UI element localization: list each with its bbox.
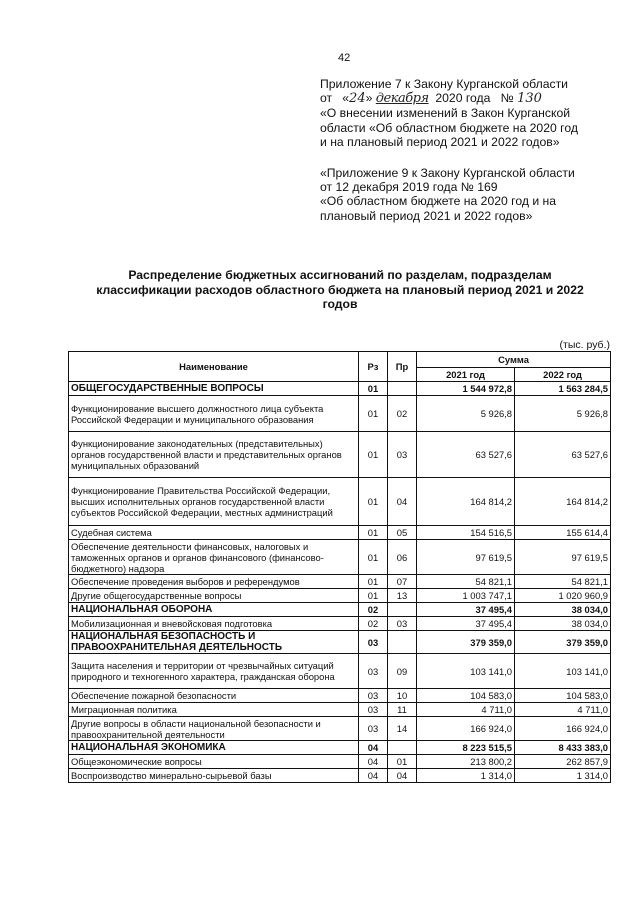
row-pr bbox=[388, 603, 417, 617]
row-pr bbox=[388, 631, 417, 654]
row-sum-2021: 1 003 747,1 bbox=[417, 589, 515, 603]
row-sum-2021: 1 544 972,8 bbox=[417, 382, 515, 396]
number-sign: № bbox=[500, 91, 514, 106]
row-sum-2022: 54 821,1 bbox=[515, 575, 611, 589]
row-sum-2021: 154 516,5 bbox=[417, 526, 515, 540]
handwritten-day: 24 bbox=[349, 91, 366, 107]
table-row bbox=[69, 703, 611, 717]
row-sum-2022: 164 814,2 bbox=[515, 478, 611, 526]
row-pr: 04 bbox=[388, 769, 417, 783]
title-line-2: классификации расходов областного бюджета на плановый период 2021 и 2022 bbox=[96, 282, 584, 297]
row-pr: 03 bbox=[388, 617, 417, 631]
appendix-line-4: области «Об областном бюджете на 2020 год bbox=[320, 120, 578, 135]
year-text: 2020 года bbox=[435, 91, 491, 106]
row-sum-2022: 63 527,6 bbox=[515, 432, 611, 478]
row-rz: 04 bbox=[359, 741, 388, 755]
row-name: Мобилизационная и вневойсковая подготовка bbox=[69, 617, 359, 631]
row-sum-2021: 103 141,0 bbox=[417, 654, 515, 689]
original-appendix-line-4: плановый период 2021 и 2022 годов» bbox=[320, 208, 533, 223]
table-row bbox=[69, 526, 611, 540]
row-sum-2022: 166 924,0 bbox=[515, 717, 611, 741]
row-name: Миграционная политика bbox=[69, 703, 359, 717]
row-name: НАЦИОНАЛЬНАЯ ЭКОНОМИКА bbox=[69, 741, 359, 755]
title-line-1: Распределение бюджетных ассигнований по разделам, подразделам bbox=[128, 268, 552, 282]
row-name: ОБЩЕГОСУДАРСТВЕННЫЕ ВОПРОСЫ bbox=[69, 382, 359, 396]
row-pr: 01 bbox=[388, 755, 417, 769]
table-row bbox=[69, 769, 611, 783]
row-sum-2022: 262 857,9 bbox=[515, 755, 611, 769]
table-row bbox=[69, 478, 611, 526]
original-appendix-date: от 12 декабря 2019 года № 169 bbox=[320, 180, 498, 195]
from-label: от bbox=[320, 91, 333, 106]
row-name: Функционирование Правительства Российской Федерации, высших исполнительных органов государственной власти субъектов Российской Федерации, местных администраций bbox=[69, 478, 359, 526]
table-row bbox=[69, 631, 611, 654]
row-rz: 01 bbox=[359, 540, 388, 575]
row-rz: 03 bbox=[359, 703, 388, 717]
handwritten-month: декабря bbox=[375, 91, 429, 107]
row-sum-2022: 8 433 383,0 bbox=[515, 741, 611, 755]
row-name: НАЦИОНАЛЬНАЯ ОБОРОНА bbox=[69, 603, 359, 617]
row-sum-2021: 37 495,4 bbox=[417, 603, 515, 617]
appendix-title: Приложение 7 к Закону Курганской области bbox=[320, 77, 568, 91]
row-sum-2021: 37 495,4 bbox=[417, 617, 515, 631]
row-pr: 05 bbox=[388, 526, 417, 540]
row-name: Обеспечение деятельности финансовых, налоговых и таможенных органов и органов финансового (финансово-бюджетного) надзора bbox=[69, 540, 359, 575]
row-rz: 03 bbox=[359, 654, 388, 689]
units-label: (тыс. руб.) bbox=[559, 339, 610, 351]
appendix-current-header bbox=[320, 77, 578, 149]
header-2022: 2022 год bbox=[515, 368, 611, 382]
row-pr bbox=[388, 741, 417, 755]
table-row bbox=[69, 689, 611, 703]
row-rz: 03 bbox=[359, 689, 388, 703]
row-name: Другие общегосударственные вопросы bbox=[69, 589, 359, 603]
table-row bbox=[69, 540, 611, 575]
row-sum-2021: 54 821,1 bbox=[417, 575, 515, 589]
table-row bbox=[69, 382, 611, 396]
handwritten-number: 130 bbox=[517, 91, 542, 107]
table-row bbox=[69, 575, 611, 589]
title-line-3: годов bbox=[322, 297, 358, 311]
row-rz: 02 bbox=[359, 617, 388, 631]
row-sum-2022: 103 141,0 bbox=[515, 654, 611, 689]
row-name: Общеэкономические вопросы bbox=[69, 755, 359, 769]
row-pr bbox=[388, 382, 417, 396]
row-sum-2022: 155 614,4 bbox=[515, 526, 611, 540]
row-sum-2021: 4 711,0 bbox=[417, 703, 515, 717]
row-pr: 10 bbox=[388, 689, 417, 703]
table-row bbox=[69, 741, 611, 755]
row-sum-2021: 213 800,2 bbox=[417, 755, 515, 769]
row-rz: 01 bbox=[359, 526, 388, 540]
page-number: 42 bbox=[338, 52, 351, 64]
row-pr: 11 bbox=[388, 703, 417, 717]
row-rz: 01 bbox=[359, 478, 388, 526]
row-name: Функционирование высшего должностного лица субъекта Российской Федерации и муниципального образования bbox=[69, 396, 359, 432]
original-appendix-line-3: «Об областном бюджете на 2020 год и на bbox=[320, 194, 557, 209]
row-sum-2021: 8 223 515,5 bbox=[417, 741, 515, 755]
header-sum: Сумма bbox=[417, 352, 611, 368]
table-row bbox=[69, 654, 611, 689]
row-rz: 01 bbox=[359, 589, 388, 603]
row-sum-2022: 104 583,0 bbox=[515, 689, 611, 703]
table-row bbox=[69, 603, 611, 617]
row-sum-2021: 1 314,0 bbox=[417, 769, 515, 783]
row-pr: 02 bbox=[388, 396, 417, 432]
row-sum-2022: 4 711,0 bbox=[515, 703, 611, 717]
row-sum-2022: 5 926,8 bbox=[515, 396, 611, 432]
header-name: Наименование bbox=[69, 352, 359, 382]
row-name: Защита населения и территории от чрезвычайных ситуаций природного и техногенного характера, гражданская оборона bbox=[69, 654, 359, 689]
row-name: Судебная система bbox=[69, 526, 359, 540]
row-name: Обеспечение пожарной безопасности bbox=[69, 689, 359, 703]
budget-table bbox=[68, 351, 611, 783]
row-pr: 14 bbox=[388, 717, 417, 741]
row-rz: 03 bbox=[359, 717, 388, 741]
row-sum-2022: 379 359,0 bbox=[515, 631, 611, 654]
row-sum-2022: 1 020 960,9 bbox=[515, 589, 611, 603]
table-row bbox=[69, 432, 611, 478]
row-rz: 04 bbox=[359, 769, 388, 783]
row-name: Обеспечение проведения выборов и референдумов bbox=[69, 575, 359, 589]
row-rz: 01 bbox=[359, 396, 388, 432]
header-rz: Рз bbox=[359, 352, 388, 382]
row-sum-2021: 164 814,2 bbox=[417, 478, 515, 526]
row-pr: 03 bbox=[388, 432, 417, 478]
row-sum-2021: 104 583,0 bbox=[417, 689, 515, 703]
table-row bbox=[69, 617, 611, 631]
table-row bbox=[69, 717, 611, 741]
quote-close: » bbox=[365, 91, 373, 106]
row-rz: 01 bbox=[359, 432, 388, 478]
appendix-date-line bbox=[320, 91, 578, 106]
row-name: НАЦИОНАЛЬНАЯ БЕЗОПАСНОСТЬ И ПРАВООХРАНИТЕЛЬНАЯ ДЕЯТЕЛЬНОСТЬ bbox=[69, 631, 359, 654]
table-row bbox=[69, 589, 611, 603]
row-pr: 04 bbox=[388, 478, 417, 526]
row-rz: 04 bbox=[359, 755, 388, 769]
row-sum-2021: 5 926,8 bbox=[417, 396, 515, 432]
row-rz: 03 bbox=[359, 631, 388, 654]
row-rz: 02 bbox=[359, 603, 388, 617]
row-sum-2021: 379 359,0 bbox=[417, 631, 515, 654]
row-pr: 07 bbox=[388, 575, 417, 589]
header-pr: Пр bbox=[388, 352, 417, 382]
budget-table-body bbox=[69, 382, 611, 783]
table-row bbox=[69, 755, 611, 769]
row-sum-2021: 166 924,0 bbox=[417, 717, 515, 741]
row-name: Воспроизводство минерально-сырьевой базы bbox=[69, 769, 359, 783]
row-sum-2022: 38 034,0 bbox=[515, 617, 611, 631]
original-appendix-title: «Приложение 9 к Закону Курганской области bbox=[320, 166, 575, 180]
row-pr: 06 bbox=[388, 540, 417, 575]
row-sum-2022: 38 034,0 bbox=[515, 603, 611, 617]
appendix-line-5: и на плановый период 2021 и 2022 годов» bbox=[320, 134, 560, 149]
row-sum-2022: 1 563 284,5 bbox=[515, 382, 611, 396]
row-sum-2022: 1 314,0 bbox=[515, 769, 611, 783]
appendix-original-header bbox=[320, 166, 575, 223]
row-sum-2021: 63 527,6 bbox=[417, 432, 515, 478]
row-rz: 01 bbox=[359, 382, 388, 396]
quote-open: « bbox=[342, 91, 350, 106]
appendix-line-3: «О внесении изменений в Закон Курганской bbox=[320, 106, 571, 121]
table-row bbox=[69, 396, 611, 432]
row-name: Функционирование законодательных (представительных) органов государственной власти и представительных органов муниципальных образований bbox=[69, 432, 359, 478]
row-rz: 01 bbox=[359, 575, 388, 589]
row-pr: 13 bbox=[388, 589, 417, 603]
document-title bbox=[60, 268, 620, 312]
header-2021: 2021 год bbox=[417, 368, 515, 382]
row-name: Другие вопросы в области национальной безопасности и правоохранительной деятельности bbox=[69, 717, 359, 741]
row-sum-2021: 97 619,5 bbox=[417, 540, 515, 575]
row-pr: 09 bbox=[388, 654, 417, 689]
row-sum-2022: 97 619,5 bbox=[515, 540, 611, 575]
